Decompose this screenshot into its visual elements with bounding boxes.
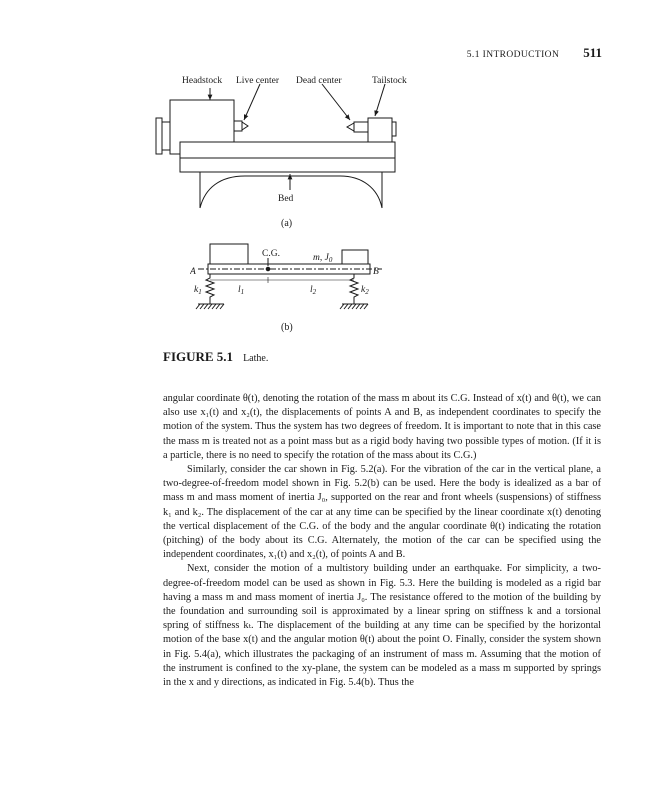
dead-center-point [347,123,354,131]
chuck-outer [156,118,162,154]
headstock-mass-block [210,244,248,264]
tailstock-handwheel [392,122,396,136]
label-dead-center: Dead center [296,76,342,86]
paragraph-1: angular coordinate θ(t), denoting the rotation of the mass m about its C.G. Instead of x(t) and θ(t), we can also use x₁(t) and x₂(t), the displacements of points A and B, as independent coordinates to specify the motion of the system. Thus the system has two degrees of freedom. It is important to note that in this case the mass m is treated not as a point mass but as a rigid body having two possible types of motion. (If it is a particle, there is no need to specify the rotation of the mass about its C.G.) [163,393,601,461]
caption-number: FIGURE 5.1 [163,349,234,364]
label-mass: m, $J_0$ [313,253,333,264]
label-k2: $k_2$ [361,285,369,296]
tailstock-leader [375,84,385,116]
tailstock-block [368,118,392,142]
tailstock-mass-block [342,250,368,264]
subfigure-label-b: (b) [281,322,293,333]
paragraph-3: Next, consider the motion of a multistory building under an earthquake. For simplicity, a two-degree-of-freedom model can be used as shown in Fig. 5.3. Here the building is modeled as a rigid bar having a mass m and mass moment of inertia J₀. The resistance offered to the motion of the building by the foundation and surrounding soil is approximated by a linear spring on stiffness k and a torsional spring of stiffness kₜ. The displacement of the building at any time can be specified by the horizontal motion of the base x(t) and the angular motion θ(t) about the point O. Finally, consider the system shown in Fig. 5.4(a), which illustrates the packaging of an instrument of mass m. Assuming that the motion of the instrument is confined to the xy-plane, the system can be modeled as a mass m supported by springs in the x and y directions, as indicated in Fig. 5.4(b). Thus the [163,563,601,689]
caption-text: Lathe. [243,353,269,364]
spring-k2 [350,274,358,304]
two-dof-model-diagram [190,240,400,340]
running-head [0,44,602,62]
subfigure-label-a: (a) [281,218,293,229]
live-center-point [242,122,248,130]
label-tailstock: Tailstock [372,76,407,86]
body-text [163,392,601,690]
live-center-leader [244,84,260,120]
dead-center-leader [322,84,350,120]
spindle [234,121,242,131]
tailstock-quill [354,122,368,132]
label-l2: $l_2$ [310,285,317,296]
label-l1: $l_1$ [238,285,245,296]
lathe-bed [180,142,395,172]
lathe-diagram [150,70,450,230]
page-number: 511 [583,45,602,60]
chuck-inner [162,122,170,150]
label-k1: $k_1$ [194,285,202,296]
label-cg: C.G. [262,249,280,259]
figure-caption [163,348,268,366]
label-live-center: Live center [236,76,279,86]
spring-k1 [206,274,214,304]
label-bed: Bed [278,194,294,204]
label-headstock: Headstock [182,76,223,86]
label-b: B [373,267,379,277]
paragraph-2: Similarly, consider the car shown in Fig. 5.2(a). For the vibration of the car in the vertical plane, a two-degree-of-freedom model shown in Fig. 5.2(b) can be used. Here the body is idealized as a bar of mass m and mass moment of inertia J₀, supported on the rear and front wheels (suspensions) of stiffness k₁ and k₂. The displacement of the car at any time can be specified by the linear coordinate x(t) denoting the vertical displacement of the C.G. of the body and the angular coordinate θ(t) indicating the rotation (pitching) of the body about its C.G. Alternately, the motion of the car can be specified using the independent coordinates, x₁(t) and x₂(t), of points A and B. [163,464,601,561]
section-title: 5.1 INTRODUCTION [466,50,560,60]
label-a: A [190,267,196,277]
cg-marker [266,267,270,271]
